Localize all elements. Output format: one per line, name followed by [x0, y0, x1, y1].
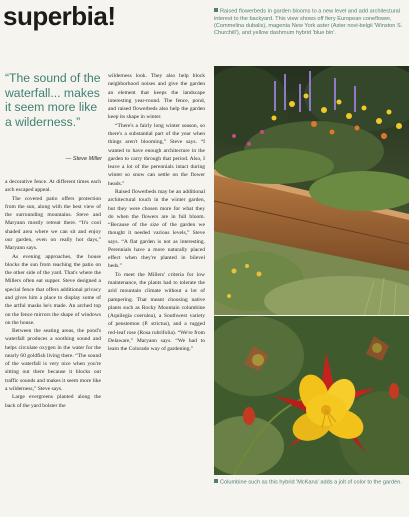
- raised-flowerbed-photo: [214, 66, 409, 315]
- paragraph: Raised flowerbeds may be an additional architectural touch in the winter garden, but they were chosen more for what they do when the flowers are in full bloom. “Because of the size of the garden we thought it needed various levels,” Steve says. “A flat garden is not as interesting. Perennials have a more naturally placed effect when they're planted in bilevel beds.”: [108, 188, 205, 270]
- pull-quote: “The sound of the waterfall... makes it seem more like a wilderness.”: [5, 71, 101, 129]
- paragraph: “There's a fairly long winter season, so there's a substantial part of the year when things aren't blooming,” Steve says. “I wanted to have enough architecture in the garden to carry through that period. Also, I leave a lot of the perennials intact during winter so snow can settle on the flower heads.”: [108, 122, 205, 187]
- photo-caption-top: [214, 8, 406, 37]
- paragraph: a decorative fence. At different times each arch escaped appeal.: [5, 179, 101, 194]
- pull-quote-attribution: — Steve Miller: [65, 156, 102, 162]
- caption-text: Raised flowerbeds in garden blooms to a new level and add architectural interest to the backyard. This view shows off fiery European coneflower, (Commelina dubalis), magenta New York aster (Aster novi-belgii 'Winston S. Churchill'), and yellow dashmum hybrid 'blue bin'.: [214, 8, 403, 37]
- paragraph: As evening approaches, the house blocks the sun from reaching the patio on the other side of the yard. That's where the Millers often eat supper. Steve designed a special fence that offers additional privacy and gives him a place to display some of the artful masks he's made. An arched top on the fence mirrors the shape of windows on the house.: [5, 253, 101, 326]
- paragraph: wilderness look. They also help block neighborhood noises and give the garden an element that keeps the landscape interesting year-round. The fence, pond, and raised flowerbeds also help the garden keep its shape in winter.: [108, 73, 205, 121]
- paragraph: Between the seating areas, the pond's waterfall produces a soothing sound and helps circulate oxygen in the water for the nearly 60 goldfish living there. “The sound of the waterfall is very nice when you're sitting out there because it blocks out traffic sounds and makes it seem more like a wilderness,” Steve says.: [5, 328, 101, 393]
- body-column-left: [5, 178, 101, 410]
- body-column-middle: [108, 72, 205, 354]
- paragraph: The covered patio offers protection from the sun, along with the best view of the surrounding mountains. Steve and Maryann mostly retreat there. “It's cool shaded area where we can sit and enjoy our garden, even on really hot days,” Maryann says.: [5, 195, 101, 252]
- caption-square-icon: [214, 8, 218, 12]
- caption-text: Columbine such as this hybrid 'McKana' adds a jolt of color to the garden.: [220, 479, 402, 486]
- columbine-photo: [214, 316, 409, 475]
- headline: superbia!: [3, 1, 116, 31]
- paragraph: Large evergreens planted along the back of the yard bolster the: [5, 394, 101, 409]
- paragraph: To meet the Millers' criteria for low maintenance, the plants had to tolerate the arid mountain climate without a lot of pampering. That meant choosing native plants such as Rocky Mountain columbine (Aquilegia coerulea), a Southwest variety of penstemon (P. strictus), and a rugged red-leaf rose (Rosa rubrifolia). “We're from Delaware,” Maryann says. “We had to learn the Colorado way of gardening.”: [108, 271, 205, 353]
- caption-square-icon: [214, 479, 218, 483]
- photo-caption-bottom: [214, 479, 404, 487]
